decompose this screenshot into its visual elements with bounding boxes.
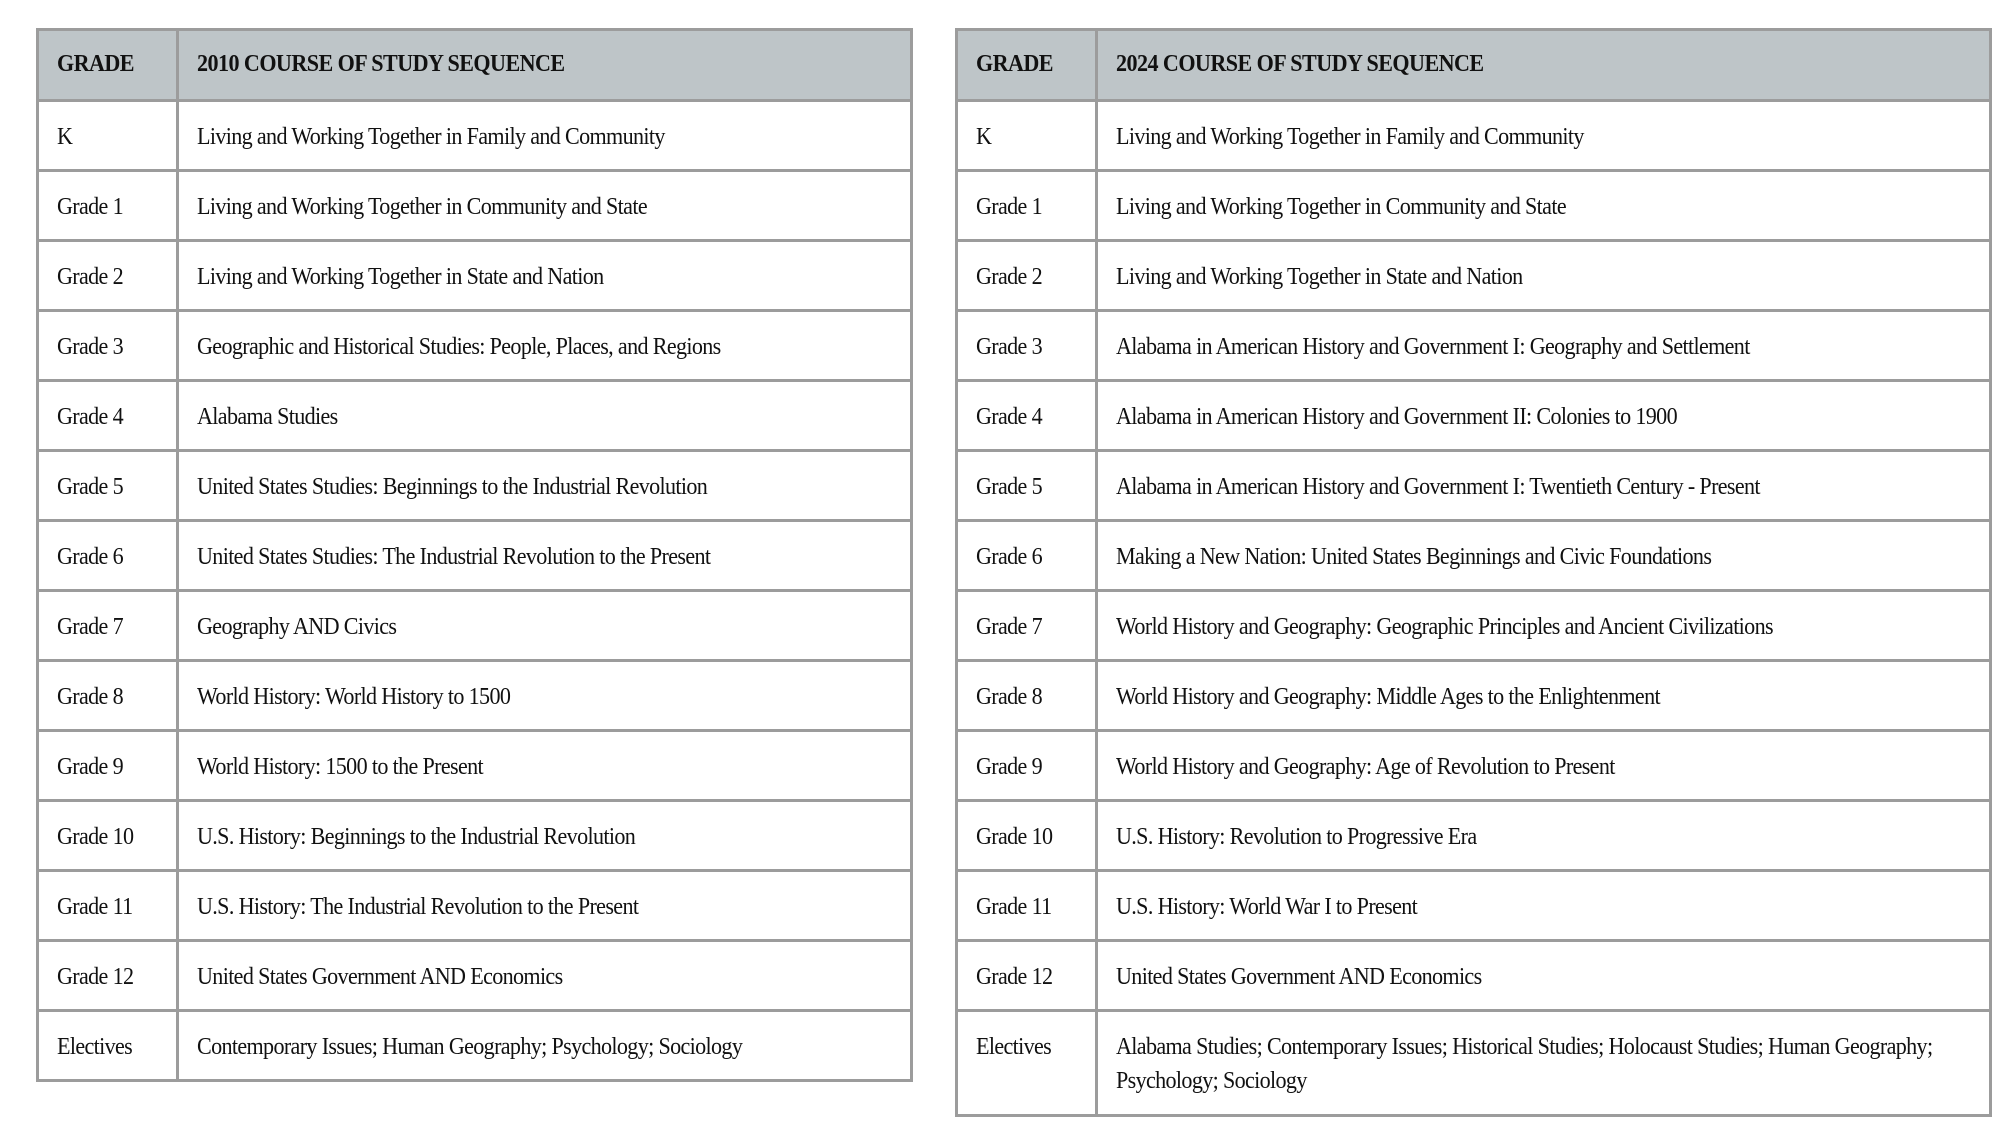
table-row (957, 171, 1991, 241)
table-row (957, 101, 1991, 171)
grade-cell: Grade 10 (957, 801, 1097, 871)
grade-cell: Grade 6 (38, 521, 178, 591)
grade-cell: Grade 1 (957, 171, 1097, 241)
course-cell: Making a New Nation: United States Beginnings and Civic Foundations (1097, 521, 1991, 591)
grade-cell: Grade 4 (957, 381, 1097, 451)
course-cell: U.S. History: Beginnings to the Industrial Revolution (178, 801, 912, 871)
header-grade: GRADE (38, 30, 178, 101)
table-row (957, 801, 1991, 871)
course-cell: United States Studies: Beginnings to the Industrial Revolution (178, 451, 912, 521)
course-cell: U.S. History: Revolution to Progressive Era (1097, 801, 1991, 871)
course-cell: Geography AND Civics (178, 591, 912, 661)
table-row (957, 731, 1991, 801)
table-row (957, 661, 1991, 731)
grade-cell: Grade 1 (38, 171, 178, 241)
table-row (957, 871, 1991, 941)
table-row (957, 521, 1991, 591)
grade-cell: Grade 10 (38, 801, 178, 871)
course-cell: Geographic and Historical Studies: People, Places, and Regions (178, 311, 912, 381)
table-row (38, 521, 912, 591)
grade-cell: Electives (38, 1011, 178, 1081)
grade-cell: Grade 3 (38, 311, 178, 381)
table-row (38, 311, 912, 381)
table-row (957, 451, 1991, 521)
course-cell: World History and Geography: Age of Revolution to Present (1097, 731, 1991, 801)
table-row (38, 731, 912, 801)
table-row (957, 591, 1991, 661)
grade-cell: Grade 9 (38, 731, 178, 801)
table-row (38, 871, 912, 941)
grade-cell: K (38, 101, 178, 171)
grade-cell: Grade 6 (957, 521, 1097, 591)
table-2024-course-sequence (955, 28, 1992, 1117)
header-grade: GRADE (957, 30, 1097, 101)
course-cell: United States Studies: The Industrial Revolution to the Present (178, 521, 912, 591)
table-row (957, 941, 1991, 1011)
course-cell: Living and Working Together in Community and State (1097, 171, 1991, 241)
course-cell: Living and Working Together in State and Nation (178, 241, 912, 311)
course-cell: Living and Working Together in Family and Community (1097, 101, 1991, 171)
table-row (38, 241, 912, 311)
grade-cell: Grade 8 (957, 661, 1097, 731)
course-cell: Contemporary Issues; Human Geography; Psychology; Sociology (178, 1011, 912, 1081)
grade-cell: Grade 12 (38, 941, 178, 1011)
course-cell: World History: World History to 1500 (178, 661, 912, 731)
table-row (38, 661, 912, 731)
table-row (957, 241, 1991, 311)
table-row (38, 591, 912, 661)
grade-cell: Grade 7 (957, 591, 1097, 661)
course-cell: Living and Working Together in Community and State (178, 171, 912, 241)
course-cell: World History and Geography: Middle Ages to the Enlightenment (1097, 661, 1991, 731)
grade-cell: Grade 2 (38, 241, 178, 311)
grade-cell: Grade 7 (38, 591, 178, 661)
course-cell: Living and Working Together in Family and Community (178, 101, 912, 171)
course-cell: U.S. History: The Industrial Revolution to the Present (178, 871, 912, 941)
table-row (957, 1011, 1991, 1116)
grade-cell: Grade 11 (38, 871, 178, 941)
course-cell: World History: 1500 to the Present (178, 731, 912, 801)
course-cell: Alabama in American History and Government II: Colonies to 1900 (1097, 381, 1991, 451)
table-row (38, 1011, 912, 1081)
grade-cell: Grade 5 (957, 451, 1097, 521)
grade-cell: Grade 5 (38, 451, 178, 521)
table-header-row (957, 30, 1991, 101)
table-row (38, 941, 912, 1011)
course-cell: Alabama in American History and Government I: Twentieth Century - Present (1097, 451, 1991, 521)
grade-cell: Grade 12 (957, 941, 1097, 1011)
grade-cell: Grade 8 (38, 661, 178, 731)
table-row (957, 311, 1991, 381)
grade-cell: Grade 11 (957, 871, 1097, 941)
table-row (38, 171, 912, 241)
table-row (38, 381, 912, 451)
grade-cell: Grade 4 (38, 381, 178, 451)
course-cell: United States Government AND Economics (1097, 941, 1991, 1011)
course-cell: Living and Working Together in State and Nation (1097, 241, 1991, 311)
grade-cell: Electives (957, 1011, 1097, 1116)
course-cell: Alabama Studies (178, 381, 912, 451)
course-cell: World History and Geography: Geographic Principles and Ancient Civilizations (1097, 591, 1991, 661)
table-row (38, 451, 912, 521)
course-cell: Alabama Studies; Contemporary Issues; Historical Studies; Holocaust Studies; Human Geography; Psychology; Sociology (1097, 1011, 1991, 1116)
table-row (38, 801, 912, 871)
header-course-sequence: 2024 COURSE OF STUDY SEQUENCE (1097, 30, 1991, 101)
course-cell: U.S. History: World War I to Present (1097, 871, 1991, 941)
table-header-row (38, 30, 912, 101)
grade-cell: Grade 2 (957, 241, 1097, 311)
table-2010-course-sequence (36, 28, 913, 1082)
grade-cell: Grade 3 (957, 311, 1097, 381)
table-row (38, 101, 912, 171)
header-course-sequence: 2010 COURSE OF STUDY SEQUENCE (178, 30, 912, 101)
course-cell: United States Government AND Economics (178, 941, 912, 1011)
grade-cell: K (957, 101, 1097, 171)
grade-cell: Grade 9 (957, 731, 1097, 801)
course-cell: Alabama in American History and Government I: Geography and Settlement (1097, 311, 1991, 381)
table-row (957, 381, 1991, 451)
